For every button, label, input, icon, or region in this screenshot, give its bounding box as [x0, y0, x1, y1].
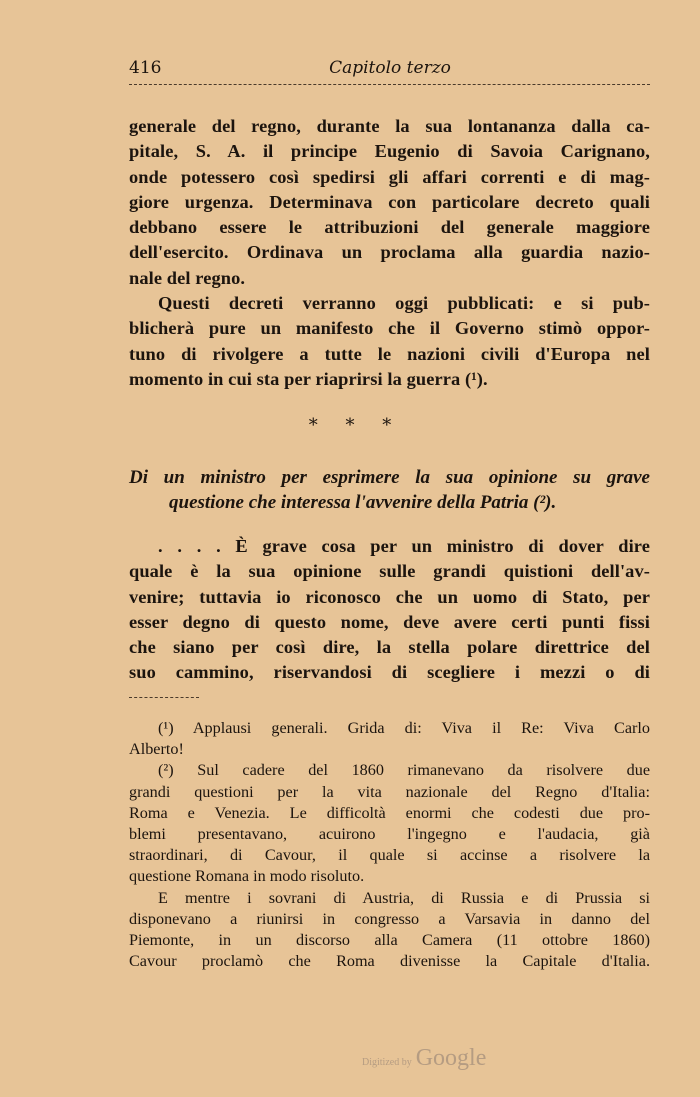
footnote-line: E mentre i sovrani di Austria, di Russia e di Prussia si [158, 888, 650, 907]
footnote-line: (²) Sul cadere del 1860 rimanevano da risolvere due [158, 761, 650, 780]
heading-line: Di un ministro per esprimere la sua opinione su grave [129, 467, 650, 488]
footnote-line: Cavour proclamò che Roma divenisse la Capitale d'Italia. [129, 952, 650, 971]
footnote-line: (¹) Applausi generali. Grida di: Viva il Re: Viva Carlo [158, 719, 650, 737]
google-logo: Google [415, 1045, 487, 1071]
text-line: dell'esercito. Ordinava un proclama alla guardia nazio- [129, 242, 650, 263]
text-line: che siano per così dire, la stella polare direttrice del [129, 637, 650, 658]
digitized-watermark [362, 1045, 486, 1072]
section-heading [129, 466, 650, 515]
header-rule [129, 84, 650, 85]
running-title: Capitolo terzo [329, 58, 451, 78]
text-line: esser degno di questo nome, deve avere certi punti fissi [129, 611, 650, 632]
text-line: debbano essere le attribuzioni del generale maggiore [129, 217, 650, 238]
footnote-line: straordinari, di Cavour, il quale si accinse a risolvere la [129, 846, 650, 865]
text-line: tuno di rivolgere a tutte le nazioni civili d'Europa nel [129, 343, 650, 364]
text-line: onde potessero così spedirsi gli affari correnti e di mag- [129, 166, 650, 187]
footnote-line: blemi presentavano, acuirono l'ingegno e l'audacia, già [129, 824, 650, 843]
footnote-line: disponevano a riunirsi in congresso a Varsavia in danno del [129, 909, 650, 928]
text-line: pitale, S. A. il principe Eugenio di Savoia Carignano, [129, 141, 650, 162]
text-line: momento in cui sta per riaprirsi la guerra (¹). [129, 368, 488, 389]
section-separator: * * * [308, 415, 392, 436]
text-line: generale del regno, durante la sua lontananza dalla ca- [129, 116, 650, 136]
text-line: giore urgenza. Determinava con particolare decreto quali [129, 191, 650, 212]
footnote-line: Piemonte, in un discorso alla Camera (11 ottobre 1860) [129, 930, 650, 949]
text-line: . . . . È grave cosa per un ministro di dover dire [158, 536, 650, 556]
page-number: 416 [129, 58, 162, 78]
footnote-line: questione Romana in modo risoluto. [129, 867, 365, 886]
text-line: venire; tuttavia io riconosco che un uomo di Stato, per [129, 586, 650, 607]
heading-line: questione che interessa l'avvenire della Patria (²). [169, 491, 557, 513]
footnote-line: grandi questioni per la vita nazionale del Regno d'Italia: [129, 782, 650, 801]
body-text-top [129, 114, 650, 392]
text-line: quale è la sua opinione sulle grandi quistioni dell'av- [129, 561, 650, 582]
watermark-prefix: Digitized by [362, 1057, 412, 1068]
text-line: nale del regno. [129, 267, 246, 288]
text-line: Questi decreti verranno oggi pubblicati: e si pub- [158, 293, 650, 314]
text-line: blicherà pure un manifesto che il Governo stimò oppor- [129, 318, 650, 339]
footnote-rule [129, 697, 199, 698]
footnote-line: Roma e Venezia. Le difficoltà enormi che codesti due pro- [129, 803, 650, 822]
text-line: suo cammino, riservandosi di scegliere i mezzi o di [129, 662, 650, 683]
body-text-bottom [129, 534, 650, 686]
footnotes [129, 718, 650, 972]
footnote-line: Alberto! [129, 740, 184, 759]
